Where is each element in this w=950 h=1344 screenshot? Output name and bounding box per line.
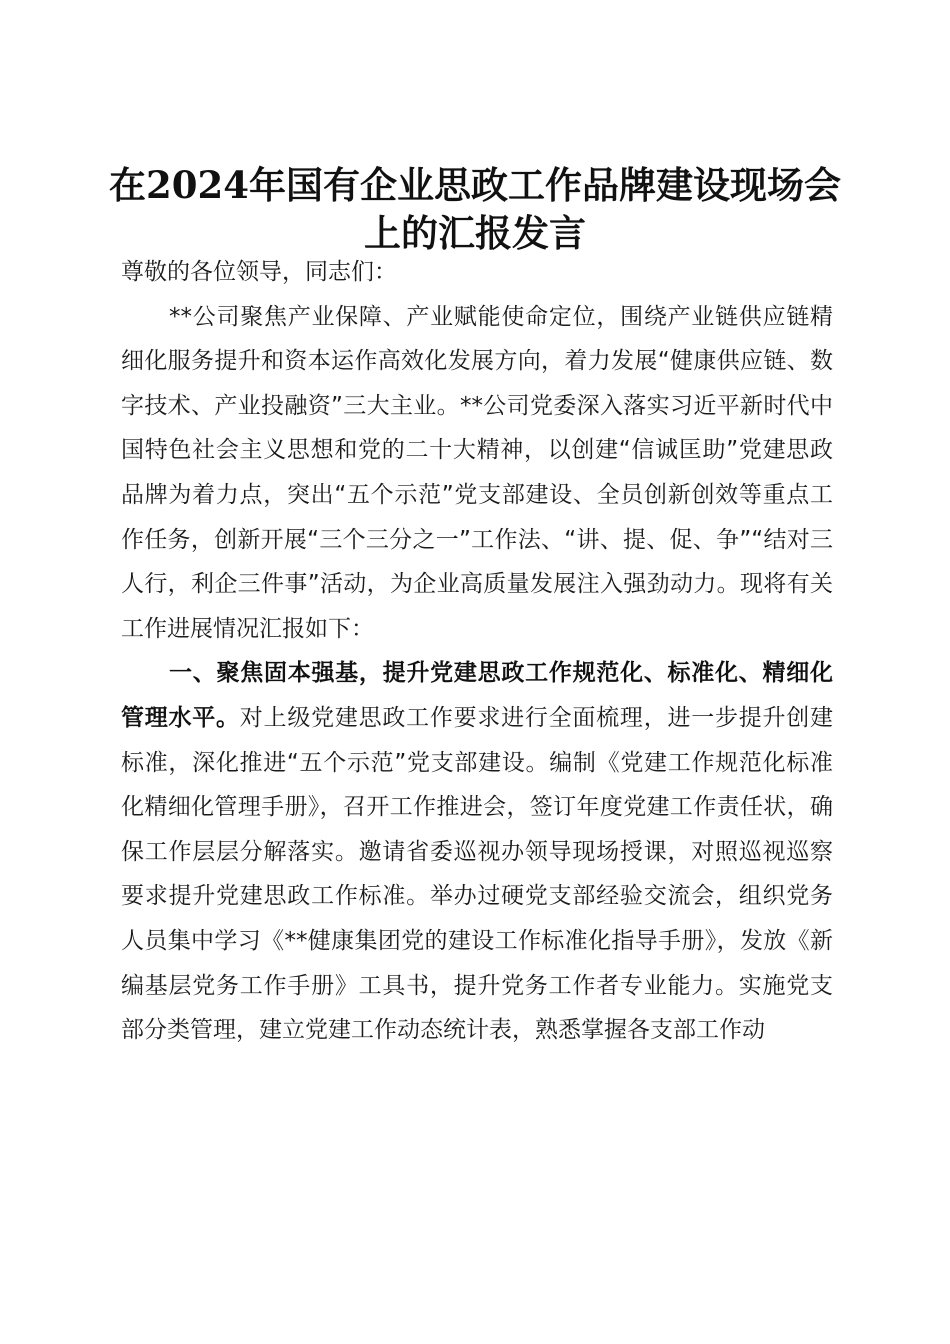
intro-paragraph: **公司聚焦产业保障、产业赋能使命定位，围绕产业链供应链精细化服务提升和资本运作高效化发展方向，着力发展“健康供应链、数字技术、产业投融资”三大主业。**公司党委深入落实习近平新时代中国特色社会主义思想和党的二十大精神，以创建“信诚匡助”党建思政品牌为着力点，突出“五个示范”党支部建设、全员创新创效等重点工作任务，创新开展“三个三分之一”工作法、“讲、提、促、争”“结对三人行，利企三件事”活动，为企业高质量发展注入强劲动力。现将有关工作进展情况汇报如下：: [121, 303, 833, 642]
title-line-1: 在2024年国有企业思政工作品牌建设现场会: [109, 162, 841, 207]
section-1-heading: 一、聚焦固本强基，提升党建思政工作规范化、标准化、精细化管理水平。: [121, 660, 833, 731]
document-body: [121, 250, 833, 1053]
salutation: 尊敬的各位领导，同志们：: [121, 259, 397, 285]
section-1-paragraph: [121, 651, 833, 1052]
title-line-2: 上的汇报发言: [364, 210, 586, 255]
document-title: [100, 161, 850, 257]
section-1-body: 对上级党建思政工作要求进行全面梳理，进一步提升创建标准，深化推进“五个示范”党支部建设。编制《党建工作规范化标准化精细化管理手册》，召开工作推进会，签订年度党建工作责任状，确保工作层层分解落实。邀请省委巡视办领导现场授课，对照巡视巡察要求提升党建思政工作标准。举办过硬党支部经验交流会，组织党务人员集中学习《**健康集团党的建设工作标准化指导手册》，发放《新编基层党务工作手册》工具书，提升党务工作者专业能力。实施党支部分类管理，建立党建工作动态统计表，熟悉掌握各支部工作动: [121, 704, 834, 1044]
